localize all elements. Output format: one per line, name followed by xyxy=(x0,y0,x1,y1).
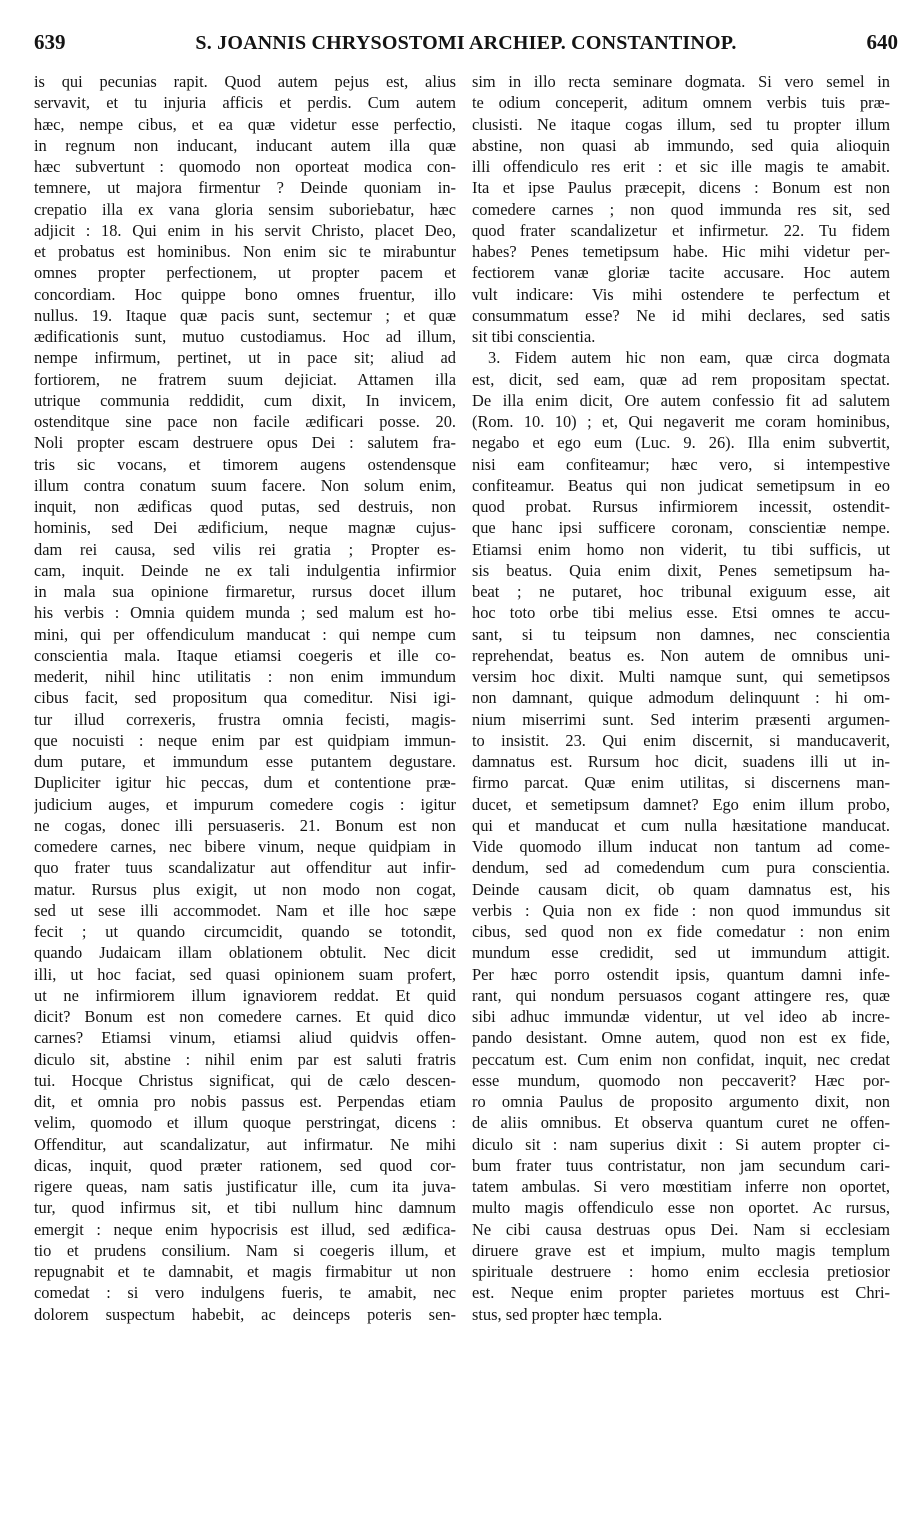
text-line: qui et manducat et cum nulla hæsitatione manducat. xyxy=(472,815,890,835)
text-line: sed ut sese illi accommodet. Nam et ille hoc sæpe xyxy=(34,900,456,920)
text-line: hoc toto orbe tibi melius esse. Etsi omnes te accu- xyxy=(472,603,890,623)
right-text-column xyxy=(472,71,890,1325)
text-line: que nocuisti : neque enim par est quidpiam immun- xyxy=(34,730,456,750)
text-line: damnatus est. Rursum hoc dicit, suadens illi ut in- xyxy=(472,752,890,771)
text-line: fectiorem vanæ gloriæ tacite accusare. Hoc autem xyxy=(472,263,890,283)
text-line: in mala sua opinione firmaretur, rursus docet illum xyxy=(34,582,456,601)
text-line: illum contra conatum suum facere. Non solum enim, xyxy=(34,475,456,495)
text-line: mini, qui per offendiculum manducat : qui nempe cum xyxy=(34,624,456,644)
text-line: utrique communia reddidit, cum dixit, In invicem, xyxy=(34,390,456,410)
text-line: fortiorem, ne fratrem suum dejiciat. Attamen illa xyxy=(34,369,456,389)
running-title: S. JOANNIS CHRYSOSTOMI ARCHIEP. CONSTANTINOP. xyxy=(195,32,737,54)
text-line: velim, quomodo et illum quoque perstringat, dicens : xyxy=(34,1113,456,1133)
text-line: comedat : si vero indulgens fueris, te amabit, nec xyxy=(34,1283,456,1303)
text-line: spirituale destruere : homo enim ecclesia pretiosior xyxy=(472,1262,890,1281)
text-line: judicium auges, et impurum comedere cogis : igitur xyxy=(34,794,456,814)
text-line: stus, sed propter hæc templa. xyxy=(472,1304,663,1324)
text-line: illi, ut hoc faciat, sed quasi opinionem suam profert, xyxy=(34,964,456,984)
text-line: ducet, et semetipsum damnet? Ego enim illum probo, xyxy=(472,794,890,814)
text-line: ut ne infirmiorem illum ignaviorem reddat. Et quid xyxy=(34,985,456,1005)
text-line: Deinde causam dicit, ob quam damnatus est, his xyxy=(472,879,890,899)
text-line: abstine, non quasi ab immundo, sed quia alioquin xyxy=(472,135,890,155)
text-line: clusisti. Ne itaque cogas illum, sed tu propter illum xyxy=(472,114,890,134)
text-line: mundum esse credidit, sed ut immundum attigit. xyxy=(472,943,890,963)
text-line: nisi eam confiteamur; hæc vero, si intempestive xyxy=(472,454,890,474)
text-line: dum putare, et immundum esse putantem degustare. xyxy=(34,752,456,771)
text-line: nium miserrimi sunt. Sed interim præsenti argumen- xyxy=(472,709,890,729)
text-line: Vide quomodo illum inducat non tantum ad come- xyxy=(472,837,890,856)
text-line: sit tibi conscientia. xyxy=(472,327,596,346)
text-line: repugnabit et te damnabit, et magis firmabitur ut non xyxy=(34,1262,456,1281)
text-line: nempe infirmum, pertinet, ut in pace sit; aliud ad xyxy=(34,348,456,368)
text-line: diruere grave est et impium, multo magis templum xyxy=(472,1240,890,1260)
text-line: dam rei causa, sed vilis rei gratia ; Propter es- xyxy=(34,539,456,559)
text-line: fecit ; ut quando circumcidit, quando se totondit, xyxy=(34,922,456,941)
text-line: hæc, nempe cibus, et ea quæ videtur esse perfectio, xyxy=(34,114,456,134)
text-line: quod probat. Rursus infirmiorem incessit, ostendit- xyxy=(472,497,890,516)
text-line: quod frater scandalizetur et infirmetur. 22. Tu fidem xyxy=(472,220,890,240)
text-line: ostenditque sine pace non facile ædificari posse. 20. xyxy=(34,412,456,431)
text-line: 3. Fidem autem hic non eam, quæ circa dogmata xyxy=(488,348,890,368)
text-line: omnes propter perfectionem, ut propter pacem et xyxy=(34,263,456,283)
running-head xyxy=(34,10,898,60)
text-line: tris sic vocans, et timorem augens ostendensque xyxy=(34,454,456,474)
text-line: Noli propter escam destruere opus Dei : salutem fra- xyxy=(34,433,456,453)
text-line: quando Judaicam illam oblationem obtulit. Nec dicit xyxy=(34,943,456,963)
left-text-column xyxy=(34,71,456,1325)
text-line: dolorem suspectum habebit, ac deinceps poteris sen- xyxy=(34,1304,456,1324)
page-number-right: 640 xyxy=(866,30,898,54)
text-line: Ne cibi causa destruas opus Dei. Nam si ecclesiam xyxy=(472,1219,890,1239)
text-line: nullus. 19. Itaque quæ pacis sunt, sectemur ; et quæ xyxy=(34,305,456,325)
text-line: negabo et ego eum (Luc. 9. 26). Illa enim subvertit, xyxy=(472,433,890,453)
text-line: est. Neque enim propter parietes mortuus est Chri- xyxy=(472,1283,890,1303)
text-line: sibi adhuc immundæ videntur, ut vel ideo ab incre- xyxy=(472,1007,890,1026)
text-line: in regnum non inducant, inducant autem illa quæ xyxy=(34,135,456,155)
text-line: tur, quod infirmus sit, et tibi nullum hinc damnum xyxy=(34,1198,456,1218)
text-line: dicas, inquit, quod præter rationem, sed quod cor- xyxy=(34,1155,456,1175)
text-line: mederit, nihil hinc utilitatis : non enim immundum xyxy=(34,667,456,686)
text-line: reprehendat, beatus es. Non autem de omnibus uni- xyxy=(472,645,890,665)
text-line: Per hæc porro ostendit ipsis, quantum damni infe- xyxy=(472,964,890,984)
text-line: esse mundum, quomodo non peccaverit? Hæc por- xyxy=(472,1070,890,1090)
text-line: ro omnia Paulus de proposito argumento dixit, non xyxy=(472,1092,890,1111)
text-line: tur illud correxeris, frustra omnia fecisti, magis- xyxy=(34,709,456,729)
text-line: inquit, non ædificas quod putas, sed destruis, non xyxy=(34,497,456,516)
text-line: Ita et ipse Paulus præcepit, dicens : Bonum est non xyxy=(472,178,890,198)
text-line: peccatum est. Cum enim non confidat, inquit, nec credat xyxy=(472,1049,890,1069)
text-line: hæc subvertunt : quomodo non oporteat modica con- xyxy=(34,157,456,176)
text-line: beat ; ne putaret, hoc tribunal exiguum esse, ait xyxy=(472,582,890,601)
text-line: firmo parcat. Quæ enim utilitas, si discernens man- xyxy=(472,773,890,793)
text-line: cibus facit, sed propositum qua comeditur. Nisi igi- xyxy=(34,688,456,708)
text-line: que hanc ipsi sufficere coronam, conscientiæ nempe. xyxy=(472,518,890,538)
text-line: est, dicit, sed eam, quæ ad rem propositam spectat. xyxy=(472,369,890,389)
text-line: habes? Penes temetipsum habe. Hic mihi videtur per- xyxy=(472,242,890,261)
text-line: verbis : Quia non ex fide : non quod immundus sit xyxy=(472,900,890,920)
text-line: Dupliciter igitur hic peccas, dum et contentione præ- xyxy=(34,773,456,793)
text-line: dendum, sed ad comedendum cum pura conscientia. xyxy=(472,858,890,878)
text-line: conscientia mala. Itaque etiamsi coegeris et ille co- xyxy=(34,645,456,665)
text-line: multo magis offendiculo esse non oportet. Ac rursus, xyxy=(472,1198,890,1218)
text-line: his verbis : Omnia quidem munda ; sed malum est ho- xyxy=(34,603,456,623)
text-line: sant, si tu teipsum non damnes, nec conscientia xyxy=(472,624,890,644)
text-line: Offenditur, aut scandalizatur, aut infirmatur. Ne mihi xyxy=(34,1134,456,1154)
text-line: carnes? Etiamsi vinum, etiamsi aliud quidvis offen- xyxy=(34,1028,456,1048)
text-line: cam, inquit. Deinde ne ex tali indulgentia infirmior xyxy=(34,560,456,580)
text-line: servavit, et tu injuria afficis et perdis. Cum autem xyxy=(34,93,456,113)
text-line: is qui pecunias rapit. Quod autem pejus est, alius xyxy=(34,72,456,91)
text-line: cibus, sed quod non ex fide comedatur : non enim xyxy=(472,922,890,941)
text-line: diculo sit, abstine : nihil enim par est saluti fratris xyxy=(34,1049,456,1069)
text-line: matur. Rursus plus exigit, ut non modo non cogat, xyxy=(34,879,456,899)
text-line: non damnant, quique admodum delinquunt : hi om- xyxy=(472,688,890,708)
text-line: ædificationis sunt, mutuo custodiamus. Hoc ad illum, xyxy=(34,327,456,346)
text-line: comedere carnes ; non quod immunda res sit, sed xyxy=(472,199,890,219)
text-line: rigere queas, nam satis justificatur ille, cum ita juva- xyxy=(34,1177,456,1196)
text-line: concordiam. Hoc quippe bono omnes fruentur, illo xyxy=(34,284,456,304)
text-line: sis beatus. Quia enim dixit, Penes semetipsum ha- xyxy=(472,560,890,580)
text-line: te odium conceperit, aditum omnem verbis tuis præ- xyxy=(472,93,890,113)
text-line: hominis, sed Dei ædificium, neque magnæ cujus- xyxy=(34,518,456,538)
text-line: diculo sit : nam superius dixit : Si autem propter ci- xyxy=(472,1134,890,1154)
text-line: ne cogas, donec illi persuaseris. 21. Bonum est non xyxy=(34,815,456,835)
text-line: confiteamur. Beatus qui non judicat semetipsum in eo xyxy=(472,475,890,495)
text-line: rant, qui nondum persuasos cogant attingere res, quæ xyxy=(472,985,890,1005)
text-line: consummatum esse? Ne id mihi declares, sed satis xyxy=(472,305,890,325)
text-line: versim hoc dixit. Multi namque sunt, qui semetipsos xyxy=(472,667,890,686)
text-line: pando desistant. Omne autem, quod non est ex fide, xyxy=(472,1028,890,1048)
text-line: tui. Hocque Christus significat, qui de cælo descen- xyxy=(34,1070,456,1090)
page-number-left: 639 xyxy=(34,30,66,54)
text-line: Etiamsi enim homo non viderit, tu tibi sufficis, ut xyxy=(472,539,890,559)
text-line: adjicit : 18. Qui enim in his servit Christo, placet Deo, xyxy=(34,220,456,240)
text-line: et probatus est hominibus. Non enim sic te mirabuntur xyxy=(34,242,456,261)
text-line: illi offendiculo res erit : et sic ille magis te amabit. xyxy=(472,157,890,176)
text-line: quo frater tuus scandalizatur aut offenditur aut infir- xyxy=(34,858,456,878)
text-line: bum frater tuus contristatur, non jam secundum cari- xyxy=(472,1155,890,1175)
text-line: de aliis omnibus. Et observa quantum curet ne offen- xyxy=(472,1113,890,1133)
text-line: sim in illo recta seminare dogmata. Si vero semel in xyxy=(472,72,890,91)
text-line: temnere, ut majora firmentur ? Deinde quoniam in- xyxy=(34,178,456,198)
text-line: De illa enim dicit, Ore autem confessio fit ad salutem xyxy=(472,390,890,410)
text-line: dicit? Bonum est non comedere carnes. Et quid dico xyxy=(34,1007,456,1026)
text-line: vult indicare: Vis mihi ostendere te perfectum et xyxy=(472,284,890,304)
text-line: to insistit. 23. Qui enim discernit, si manducaverit, xyxy=(472,730,890,750)
text-line: (Rom. 10. 10) ; et, Qui negaverit me coram hominibus, xyxy=(472,412,890,431)
text-line: tatem ambulas. Si vero mœstitiam inferre non oportet, xyxy=(472,1177,890,1196)
text-line: crepatio illa ex vana gloria sensim suboriebatur, hæc xyxy=(34,199,456,219)
text-line: comedere carnes, nec bibere vinum, neque quidpiam in xyxy=(34,837,456,856)
text-line: tio et prudens consilium. Nam si coegeris illum, et xyxy=(34,1240,456,1260)
text-line: emergit : neque enim hypocrisis est illud, sed ædifica- xyxy=(34,1219,456,1239)
text-line: dit, et omnia pro nobis passus est. Perpendas etiam xyxy=(34,1092,456,1111)
